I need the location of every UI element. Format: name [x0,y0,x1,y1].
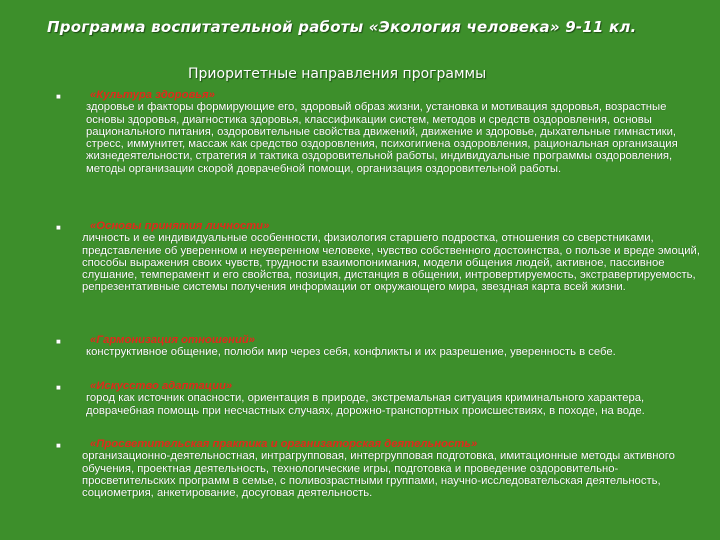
section-heading: «Гармонизация отношений» [90,334,256,346]
section-heading: «Основы принятия личности» [90,220,270,232]
section-heading: «Просветительская практика и организаторская деятельность» [90,438,478,450]
section-heading: «Искусство адаптации» [90,380,233,392]
section-text: организационно-деятельностная, интрагрупповая, интергрупповая подготовка, имитационные методы активного обучения, проектная деятельность, технологические игры, подготовка и проведение оздоровительно-просветительских программ в семье, с поливозрастными группами, научно-исследовательская деятельность, социометрия, анкетирование, досуговая деятельность. [82,450,675,500]
section-health-culture [56,89,706,175]
section-text: конструктивное общение, полюби мир через себя, конфликты и их разрешение, уверенность в себе. [86,346,616,359]
section-practice [56,438,706,499]
square-bullet-icon: ■ [56,383,61,392]
square-bullet-icon: ■ [56,92,61,101]
section-text: личность и ее индивидуальные особенности, физиология старшего подростка, отношения со сверстниками, представление об уверенном и неуверенном человеке, чувство собственного достоинства, о пользе и вреде эмоций, способы выражения своих чувств, трудности взаимопонимания, модели общения людей, активное, пассивное слушание, темперамент и его свойства, позиция, дистанция в общении, интровертируемость, экстравертируемость, репрезентативные системы получения информации от окружающего мира, звездная карта всей жизни. [82,232,700,294]
section-adaptation [56,380,706,417]
section-heading: «Культура здоровья» [90,89,215,101]
square-bullet-icon: ■ [56,441,61,450]
section-text: город как источник опасности, ориентация в природе, экстремальная ситуация криминального характера, доврачебная помощь при несчастных случаях, дорожно-транспортных происшествиях, в походе, на воде. [86,392,645,417]
square-bullet-icon: ■ [56,223,61,232]
section-personality [56,220,706,294]
slide-subtitle: Приоритетные направления программы [188,66,487,82]
section-relations [56,334,706,359]
section-text: здоровье и факторы формирующие его, здоровый образ жизни, установка и мотивация здоровья, возрастные основы здоровья, диагностика здоровья, классификации систем, методов и средств оздоровления, основы рационального питания, оздоровительные свойства движений, движение и здоровье, дыхательные гимнастики, стресс, иммунитет, массаж как средство оздоровления, психогигиена оздоровления, рациональная организация жизнедеятельности, стратегия и тактика оздоровительной работы, индивидуальные программы оздоровления, методы организации скорой доврачебной помощи, организация оздоровительной работы. [86,101,678,175]
square-bullet-icon: ■ [56,337,61,346]
slide-title: Программа воспитательной работы «Экология человека» 9-11 кл. [47,18,637,36]
